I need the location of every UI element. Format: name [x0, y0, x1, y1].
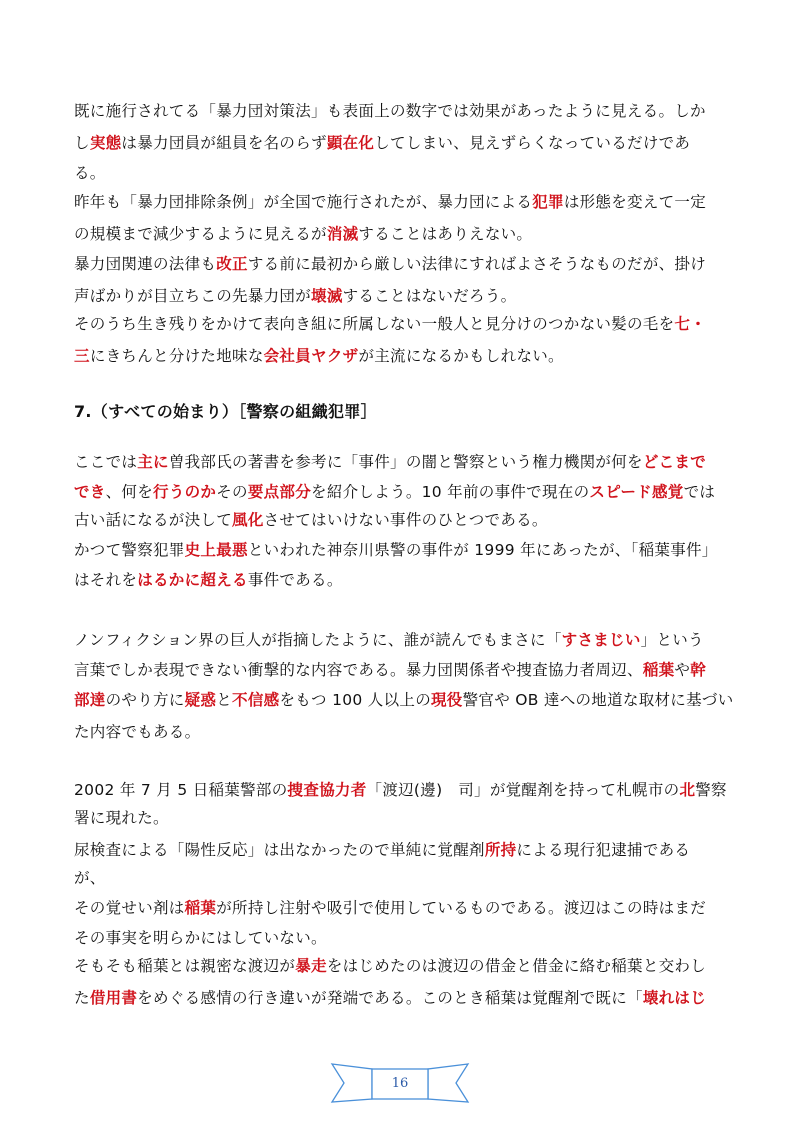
body-text: その事実を明らかにはしていない。	[74, 929, 327, 947]
body-text: が所持し注射や吸引で使用しているものである。渡辺はこの時はまだ	[216, 899, 707, 917]
body-text: をめぐる感情の行き違いが発端である。このとき稲葉は覚醒剤で既に「	[137, 989, 643, 1007]
emphasis-text: でき	[74, 483, 106, 501]
text-line	[74, 988, 706, 1008]
body-text: にきちんと分けた地味な	[89, 347, 264, 365]
body-text: 2002 年 7 月 5 日稲葉警部の	[74, 781, 288, 799]
text-line	[74, 510, 548, 530]
body-text: による現行犯逮捕である	[516, 841, 691, 859]
body-text: する前に最初から厳しい法律にすればよさそうなものだが、掛け	[247, 255, 707, 273]
text-line	[74, 286, 516, 306]
emphasis-text: 部達	[74, 691, 106, 709]
emphasis-text: 北	[679, 781, 696, 799]
emphasis-text: 消滅	[326, 225, 359, 243]
body-text: は形態を変えて一定	[563, 193, 707, 211]
text-line	[74, 133, 690, 153]
section-heading: 7.（すべての始まり）	[74, 402, 239, 421]
emphasis-text: 壊滅	[311, 287, 343, 305]
text-line	[74, 314, 706, 334]
emphasis-text: 七・	[674, 315, 707, 333]
page-number: 16	[391, 1076, 409, 1091]
text-line	[74, 928, 327, 948]
emphasis-text: 改正	[216, 255, 248, 273]
text-line	[74, 346, 564, 366]
body-text: のやり方に	[105, 691, 185, 709]
body-text: を紹介しよう。10 年前の事件で現在の	[311, 483, 590, 501]
emphasis-text: スピード感覚	[589, 483, 684, 501]
body-text: することはありえない。	[358, 225, 533, 243]
emphasis-text: 会社員ヤクザ	[263, 347, 359, 365]
body-text: そのうち生き残りをかけて表向き組に所属しない一般人と見分けのつかない髪の毛を	[74, 315, 675, 333]
text-line	[74, 808, 169, 828]
body-text: その覚せい剤は	[74, 899, 185, 917]
body-text: 「渡辺(邊) 司」が覚醒剤を持って札幌市の	[366, 781, 680, 799]
emphasis-text: 主に	[137, 453, 169, 471]
body-text: 、何を	[105, 483, 154, 501]
body-text: 古い話になるが決して	[74, 511, 233, 529]
body-text: た	[74, 989, 90, 1007]
emphasis-text: 暴走	[295, 957, 327, 975]
body-text: ここでは	[74, 453, 138, 471]
body-text: し	[74, 134, 90, 152]
ribbon-right-icon	[428, 1064, 468, 1102]
text-line	[74, 452, 706, 472]
body-text: 警官や OB 達への地道な取材に基づい	[462, 691, 734, 709]
body-text: そもそも稲葉とは親密な渡辺が	[74, 957, 296, 975]
emphasis-text: 所持	[484, 841, 517, 859]
body-text: させてはいけない事件のひとつである。	[263, 511, 548, 529]
body-text: その	[216, 483, 248, 501]
emphasis-text: 現役	[431, 691, 463, 709]
body-text: してしまい、見えずらくなっているだけであ	[374, 134, 691, 152]
text-line	[74, 840, 690, 860]
emphasis-text: 史上最悪	[184, 541, 248, 559]
body-text: かつて警察犯罪	[74, 541, 185, 559]
body-text: 」という	[640, 631, 704, 649]
emphasis-text: 行うのか	[153, 483, 217, 501]
text-line	[74, 540, 718, 560]
body-text: ノンフィクション界の巨人が指摘したように、誰が読んでもまさに「	[74, 631, 562, 649]
body-text: をもつ 100 人以上の	[279, 691, 431, 709]
emphasis-text: どこまで	[642, 453, 707, 471]
emphasis-text: 三	[74, 347, 90, 365]
body-text: をはじめたのは渡辺の借金と借金に絡む稲葉と交わし	[326, 957, 707, 975]
body-text: 既に施行されてる「暴力団対策法」も表面上の数字では効果があったように見える。しか	[74, 102, 706, 120]
text-line	[74, 780, 727, 800]
text-line	[74, 660, 706, 680]
text-line	[74, 630, 704, 650]
emphasis-text: 不信感	[232, 691, 280, 709]
body-text: では	[683, 483, 716, 501]
emphasis-text: 稲葉	[642, 661, 675, 679]
text-line	[74, 868, 106, 888]
emphasis-text: 疑惑	[184, 691, 217, 709]
text-line	[74, 690, 734, 710]
body-text: といわれた神奈川県警の事件が 1999 年にあったが、「稲葉事件」	[247, 541, 718, 559]
emphasis-text: 犯罪	[532, 193, 564, 211]
emphasis-text: 壊れはじ	[642, 989, 707, 1007]
text-line	[74, 163, 106, 183]
body-text: た内容でもある。	[74, 723, 201, 741]
body-text: 昨年も「暴力団排除条例」が全国で施行されたが、暴力団による	[74, 193, 533, 211]
body-text: 声ばかりが目立ちこの先暴力団が	[74, 287, 312, 305]
body-text: が主流になるかもしれない。	[358, 347, 564, 365]
text-line	[74, 402, 377, 422]
text-line	[74, 956, 706, 976]
body-text: することはないだろう。	[342, 287, 517, 305]
section-heading-tag: ［警察の組織犯罪］	[238, 402, 377, 421]
body-text: 署に現れた。	[74, 809, 169, 827]
emphasis-text: 捜査協力者	[287, 781, 367, 799]
text-line	[74, 570, 343, 590]
body-text: 暴力団関連の法律も	[74, 255, 217, 273]
emphasis-text: 稲葉	[184, 899, 217, 917]
emphasis-text: はるかに超える	[137, 571, 248, 589]
body-text: が、	[74, 869, 106, 887]
body-text: 事件である。	[247, 571, 343, 589]
text-line	[74, 898, 706, 918]
text-line	[74, 482, 715, 502]
emphasis-text: すさまじい	[561, 631, 641, 649]
text-line	[74, 254, 706, 274]
body-text: はそれを	[74, 571, 138, 589]
emphasis-text: 要点部分	[247, 483, 312, 501]
text-line	[74, 224, 532, 244]
emphasis-text: 風化	[232, 511, 264, 529]
body-text: 曽我部氏の著書を参考に「事件」の闇と警察という権力機関が何を	[168, 453, 643, 471]
emphasis-text: 顕在化	[326, 134, 375, 152]
text-line	[74, 101, 706, 121]
body-text: 警察	[695, 781, 727, 799]
body-text: は暴力団員が組員を名のらず	[121, 134, 327, 152]
emphasis-text: 借用書	[89, 989, 138, 1007]
body-text: 尿検査による「陽性反応」は出なかったので単純に覚醒剤	[74, 841, 485, 859]
body-text: や	[674, 661, 691, 679]
body-text: と	[216, 691, 233, 709]
body-text: る。	[74, 164, 106, 182]
emphasis-text: 幹	[690, 661, 707, 679]
body-text: 言葉でしか表現できない衝撃的な内容である。暴力団関係者や捜査協力者周辺、	[74, 661, 643, 679]
emphasis-text: 実態	[89, 134, 122, 152]
text-line	[74, 192, 706, 212]
body-text: の規模まで減少するように見えるが	[74, 225, 327, 243]
ribbon-left-icon	[332, 1064, 372, 1102]
text-line	[74, 722, 200, 742]
